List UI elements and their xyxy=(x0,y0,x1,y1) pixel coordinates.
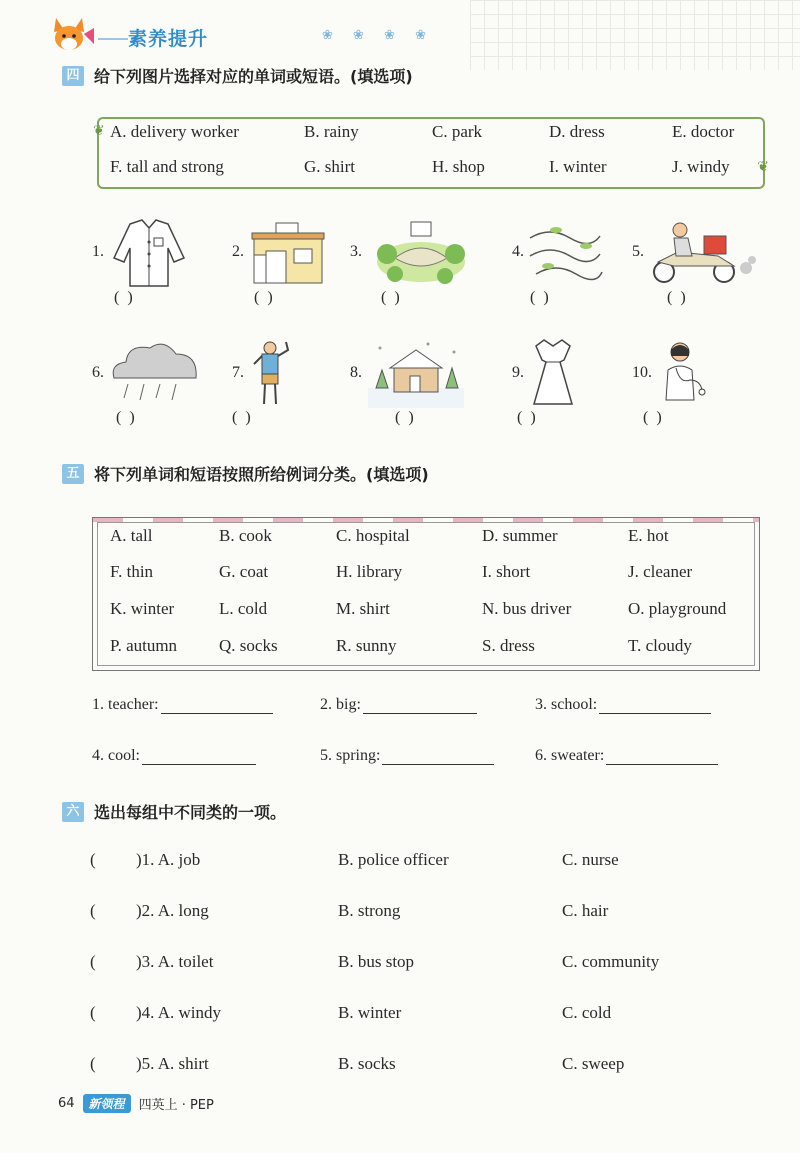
picture-number: 2. xyxy=(232,243,244,260)
question-paren[interactable]: ( xyxy=(90,952,96,971)
word-item: S. dress xyxy=(482,636,535,655)
fill-blank[interactable] xyxy=(161,699,273,714)
word-item: R. sunny xyxy=(336,636,397,655)
question-option-b: B. police officer xyxy=(338,850,449,869)
fill-item-5 xyxy=(320,747,494,765)
paw-decoration: ❀ ❀ ❀ ❀ xyxy=(322,28,434,43)
question-option-c: C. community xyxy=(562,952,660,971)
picture-number: 9. xyxy=(512,364,524,381)
fill-blank[interactable] xyxy=(599,699,711,714)
answer-paren[interactable]: ( ) xyxy=(643,409,664,426)
picture-number: 10. xyxy=(632,364,652,381)
page-footer xyxy=(58,1094,214,1113)
question-paren[interactable]: ( xyxy=(90,901,96,920)
word-item: K. winter xyxy=(110,599,175,618)
question-option-a: )3. A. toilet xyxy=(136,952,214,971)
question-option-a: )4. A. windy xyxy=(136,1003,221,1022)
option-g: G. shirt xyxy=(304,157,355,176)
word-item: B. cook xyxy=(219,526,272,545)
option-i: I. winter xyxy=(549,157,607,176)
picture-number: 7. xyxy=(232,364,244,381)
answer-paren[interactable]: ( ) xyxy=(530,289,551,306)
fill-blank[interactable] xyxy=(363,699,477,714)
section-4-title: 给下列图片选择对应的单词或短语。(填选项) xyxy=(94,67,413,86)
word-item: Q. socks xyxy=(219,636,278,655)
word-item: L. cold xyxy=(219,599,268,618)
picture-number: 1. xyxy=(92,243,104,260)
brand-logo: 新领程 xyxy=(83,1094,131,1113)
picture-number: 4. xyxy=(512,243,524,260)
header-line xyxy=(98,38,128,40)
shop-icon xyxy=(248,215,328,287)
section-4-heading xyxy=(62,64,413,87)
option-j: J. windy xyxy=(672,157,730,176)
fill-label: 2. big: xyxy=(320,696,361,713)
fill-blank[interactable] xyxy=(382,750,494,765)
question-paren[interactable]: ( xyxy=(90,850,96,869)
delivery-icon xyxy=(648,218,758,288)
answer-paren[interactable]: ( ) xyxy=(517,409,538,426)
question-option-c: C. sweep xyxy=(562,1054,625,1073)
fill-item-1 xyxy=(92,696,273,714)
question-option-a: )1. A. job xyxy=(136,850,201,869)
section-6-number: 六 xyxy=(62,802,84,822)
section-5-number: 五 xyxy=(62,464,84,484)
section-5-heading xyxy=(62,462,429,485)
page-number: 64 xyxy=(58,1096,75,1111)
fill-label: 1. teacher: xyxy=(92,696,159,713)
answer-paren[interactable]: ( ) xyxy=(381,289,402,306)
fill-item-2 xyxy=(320,696,477,714)
vine-right-icon: ❦ xyxy=(757,159,769,175)
option-c: C. park xyxy=(432,122,483,141)
section-6-title: 选出每组中不同类的一项。 xyxy=(94,803,287,822)
answer-paren[interactable]: ( ) xyxy=(395,409,416,426)
word-item: E. hot xyxy=(628,526,669,545)
word-item: O. playground xyxy=(628,599,727,618)
fill-item-6 xyxy=(535,747,718,765)
question-option-c: C. cold xyxy=(562,1003,612,1022)
option-h: H. shop xyxy=(432,157,485,176)
word-item: D. summer xyxy=(482,526,558,545)
section-6-heading xyxy=(62,800,286,823)
word-item: M. shirt xyxy=(336,599,390,618)
word-item: I. short xyxy=(482,562,531,581)
fill-item-4 xyxy=(92,747,256,765)
rain-cloud-icon xyxy=(106,336,202,408)
question-paren[interactable]: ( xyxy=(90,1003,96,1022)
fill-blank[interactable] xyxy=(606,750,718,765)
section-4-number: 四 xyxy=(62,66,84,86)
fill-label: 3. school: xyxy=(535,696,598,713)
option-f: F. tall and strong xyxy=(110,157,224,176)
answer-paren[interactable]: ( ) xyxy=(667,289,688,306)
picture-number: 3. xyxy=(350,243,362,260)
question-option-b: B. winter xyxy=(338,1003,402,1022)
picture-number: 6. xyxy=(92,364,104,381)
option-d: D. dress xyxy=(549,122,605,141)
word-item: N. bus driver xyxy=(482,599,572,618)
fill-blank[interactable] xyxy=(142,750,256,765)
question-option-c: C. nurse xyxy=(562,850,619,869)
word-item: C. hospital xyxy=(336,526,410,545)
picture-number: 5. xyxy=(632,243,644,260)
question-option-a: )2. A. long xyxy=(136,901,209,920)
fill-label: 4. cool: xyxy=(92,747,140,764)
winter-house-icon xyxy=(368,338,464,408)
strong-man-icon xyxy=(250,340,294,408)
answer-paren[interactable]: ( ) xyxy=(232,409,253,426)
option-e: E. doctor xyxy=(672,122,735,141)
answer-paren[interactable]: ( ) xyxy=(114,289,135,306)
word-item: J. cleaner xyxy=(628,562,693,581)
doctor-icon xyxy=(660,340,710,402)
word-item: G. coat xyxy=(219,562,269,581)
grid-background xyxy=(470,0,800,70)
word-item: A. tall xyxy=(110,526,153,545)
shirt-icon xyxy=(108,218,190,288)
word-item: T. cloudy xyxy=(628,636,692,655)
wind-icon xyxy=(526,218,604,286)
question-option-b: B. strong xyxy=(338,901,401,920)
question-option-b: B. bus stop xyxy=(338,952,415,971)
fill-label: 5. spring: xyxy=(320,747,381,764)
fill-item-3 xyxy=(535,696,711,714)
answer-paren[interactable]: ( ) xyxy=(116,409,137,426)
question-option-a: )5. A. shirt xyxy=(136,1054,209,1073)
section-5-title: 将下列单词和短语按照所给例词分类。(填选项) xyxy=(94,465,429,484)
park-icon xyxy=(375,218,467,286)
question-option-b: B. socks xyxy=(338,1054,396,1073)
fill-label: 6. sweater: xyxy=(535,747,605,764)
book-label: 四英上 · PEP xyxy=(138,1098,214,1113)
answer-paren[interactable]: ( ) xyxy=(254,289,275,306)
option-a: A. delivery worker xyxy=(110,122,239,141)
word-item: F. thin xyxy=(110,562,154,581)
page-title: 素养提升 xyxy=(128,28,209,50)
word-item: P. autumn xyxy=(110,636,178,655)
question-option-c: C. hair xyxy=(562,901,609,920)
question-paren[interactable]: ( xyxy=(90,1054,96,1073)
option-b: B. rainy xyxy=(304,122,359,141)
word-item: H. library xyxy=(336,562,403,581)
fox-mascot-icon xyxy=(50,14,94,54)
dress-icon xyxy=(530,338,576,406)
picture-number: 8. xyxy=(350,364,362,381)
vine-left-icon: ❦ xyxy=(93,123,105,139)
